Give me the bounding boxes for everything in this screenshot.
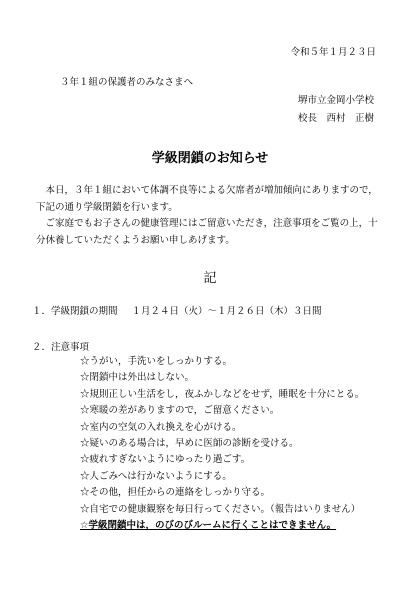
note-item: ☆疑いのある場合は，早めに医師の診断を受ける。 [80, 437, 299, 449]
body-paragraph: 本日，３年１組において体調不良等による欠席者が増加傾向にありますので，下記の通り学級閉鎖を行います。 [36, 185, 378, 213]
closure-period-item [32, 303, 336, 317]
note-item: ☆疲れすぎないようにゆったり過ごす。 [80, 454, 251, 466]
note-item: ☆閉鎖中は外出はしない。 [80, 372, 195, 384]
note-item: ☆規則正しい生活をし，夜ふかしなどをせず，睡眠を十分にとる。 [80, 388, 365, 400]
notes-heading: ２．注意事項 [32, 342, 90, 353]
note-item: ☆その他，担任からの連絡をしっかり守る。 [80, 487, 271, 499]
note-item-emphasized: ☆学級閉鎖中は，のびのびルームに行くことはできません。 [80, 519, 337, 531]
notes-list [80, 354, 364, 534]
school-name: 堺市立金岡小学校 [297, 95, 374, 106]
document-title: 学級閉鎖のお知らせ [151, 151, 269, 166]
note-item: ☆人ごみへは行かないようにする。 [80, 470, 232, 482]
document-date: 令和５年１月２３日 [290, 47, 376, 58]
note-item: ☆寒暖の差がありますので，ご留意ください。 [80, 405, 280, 417]
recipient-line: ３年１組の保護者のみなさまへ [60, 77, 194, 88]
principal-name: 校長 西村 正樹 [297, 113, 374, 124]
note-item: ☆うがい，手洗いをしっかりする。 [80, 356, 233, 367]
note-item: ☆自宅での健康観察を毎日行ってください。（報告はいりません） [80, 503, 361, 515]
closure-period-label: １．学級閉鎖の期間 [32, 306, 118, 317]
closure-period-dates: １月２４日（火）～１月２６日（木）３日間 [131, 306, 322, 317]
body-text [36, 183, 386, 249]
note-item: ☆室内の空気の入れ換えを心がける。 [80, 421, 242, 433]
body-paragraph: ご家庭でもお子さんの健康管理にはご留意いただき，注意事項をご覧の上，十分休養していただくようお願い申しあげます。 [36, 218, 378, 246]
ki-heading: 記 [203, 271, 217, 286]
